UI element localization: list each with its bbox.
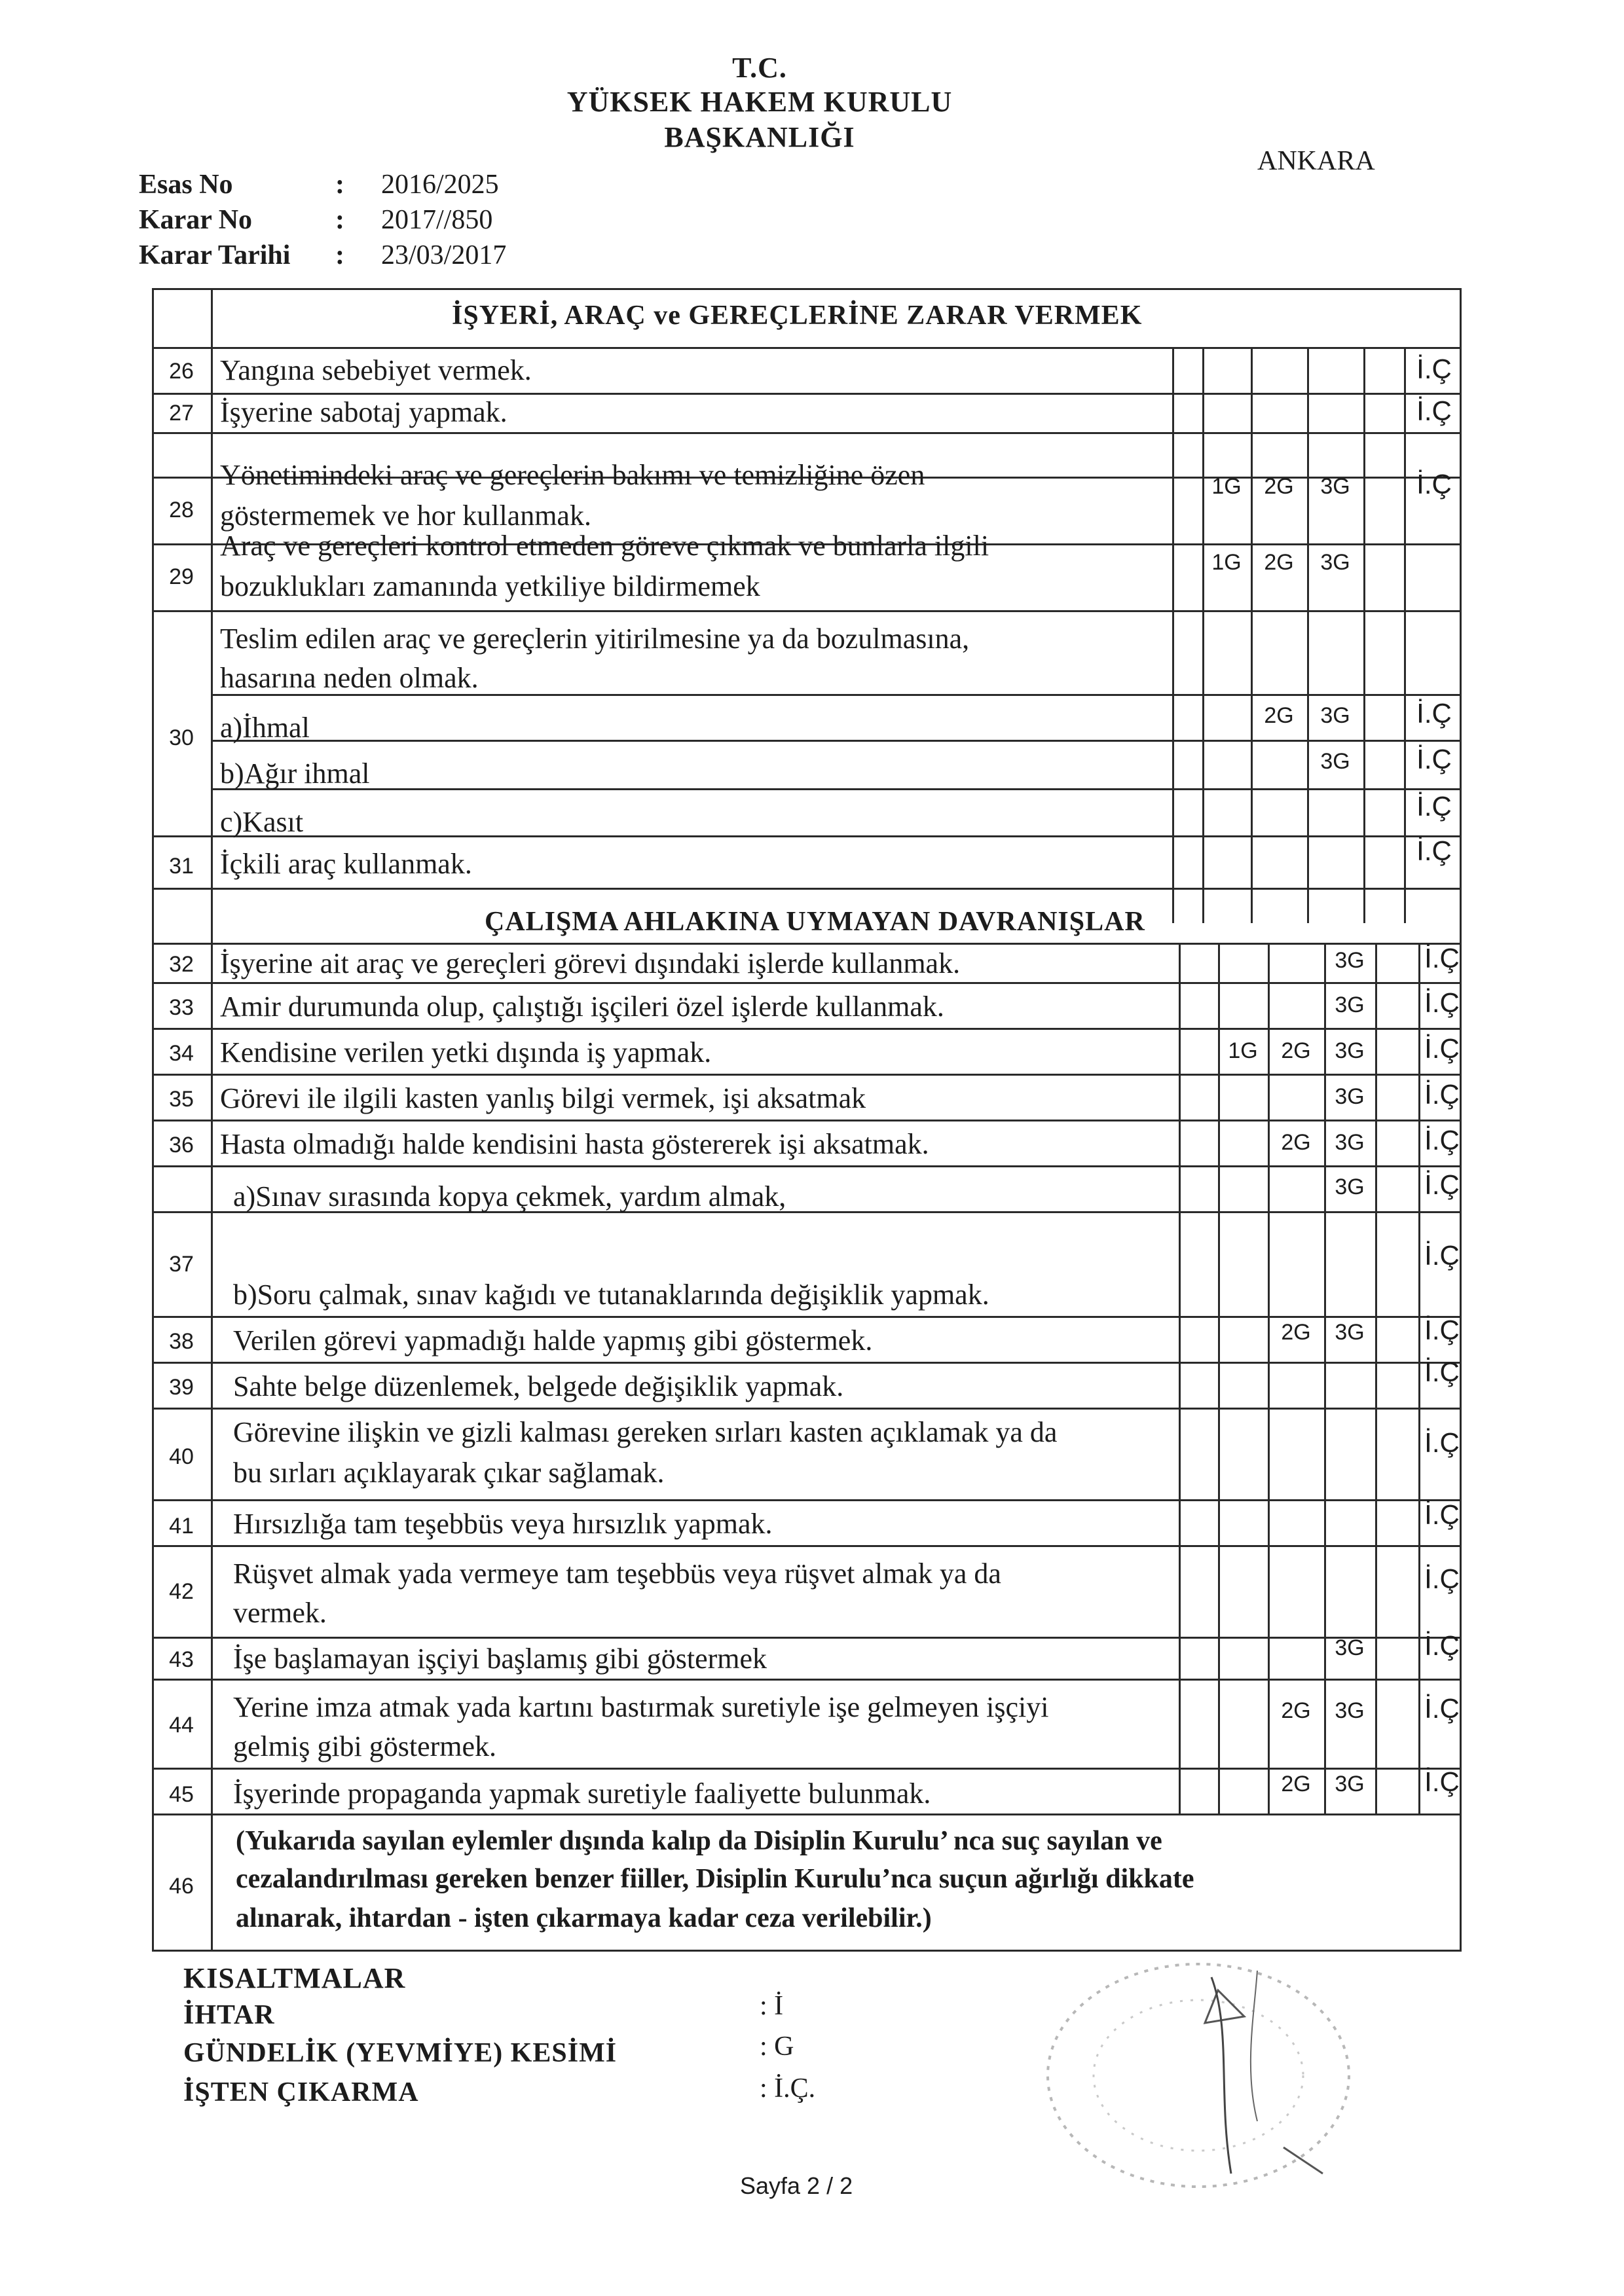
meta-value: 23/03/2017	[381, 240, 507, 270]
row-number: 28	[169, 498, 194, 522]
row-number: 42	[169, 1579, 194, 1604]
row-description: Yerine imza atmak yada kartını bastırmak suretiyle işe gelmeyen işçiyi	[233, 1691, 1049, 1723]
row-number: 29	[169, 564, 194, 589]
meta-value: 2016/2025	[381, 170, 499, 200]
row-description: İşyerine ait araç ve gereçleri görevi dışındaki işlerde kullanmak.	[220, 947, 961, 979]
row-description: Görevi ile ilgili kasten yanlış bilgi vermek, işi aksatmak	[220, 1082, 866, 1114]
row-description: İşyerine sabotaj yapmak.	[220, 396, 507, 428]
penalty-ic: İ.Ç	[1424, 1357, 1460, 1387]
row-description: İşyerinde propaganda yapmak suretiyle faaliyette bulunmak.	[233, 1777, 931, 1810]
penalty-ic: İ.Ç	[1424, 1125, 1460, 1156]
abbreviations-title: KISALTMALAR	[183, 1962, 406, 1994]
penalty-1g: 1G	[1228, 1038, 1258, 1063]
penalty-3g: 3G	[1335, 1635, 1365, 1660]
row-number: 37	[169, 1252, 194, 1277]
penalty-ic: İ.Ç	[1416, 354, 1452, 384]
penalty-3g: 3G	[1335, 1175, 1365, 1199]
row-number: 31	[169, 854, 194, 879]
penalty-3g: 3G	[1335, 1772, 1365, 1796]
row-number: 41	[169, 1514, 194, 1539]
row-number: 39	[169, 1375, 194, 1400]
meta-esas	[139, 169, 499, 200]
penalty-2g: 2G	[1281, 1130, 1311, 1155]
general-note-line: cezalandırılması gereken benzer fiiller, Disiplin Kurulu’nca suçun ağırlığı dikkate	[236, 1864, 1194, 1894]
abbreviation-label: GÜNDELİK (YEVMİYE) KESİMİ	[183, 2038, 618, 2068]
penalty-ic: İ.Ç	[1424, 1427, 1460, 1458]
header-department: BAŞKANLIĞI	[664, 121, 855, 153]
penalty-1g: 1G	[1211, 474, 1242, 499]
general-note-line: (Yukarıda sayılan eylemler dışında kalıp da Disiplin Kurulu’ nca suç sayılan ve	[236, 1826, 1162, 1856]
page-number: Sayfa 2 / 2	[740, 2172, 853, 2199]
penalty-2g: 2G	[1281, 1320, 1311, 1345]
row-description: Kendisine verilen yetki dışında iş yapmak.	[220, 1036, 712, 1068]
meta-label: Karar No	[139, 205, 253, 235]
row-description: Yönetimindeki araç ve gereçlerin bakımı ve temizliğine özen	[220, 459, 925, 491]
penalty-3g: 3G	[1320, 550, 1350, 575]
penalty-3g: 3G	[1335, 948, 1365, 973]
penalty-3g: 3G	[1335, 1698, 1365, 1723]
penalty-ic: İ.Ç	[1424, 1693, 1460, 1724]
row-description: Rüşvet almak yada vermeye tam teşebbüs veya rüşvet almak ya da	[233, 1558, 1001, 1590]
penalty-ic: İ.Ç	[1416, 791, 1452, 822]
penalty-ic: İ.Ç	[1424, 1315, 1460, 1345]
row-description: Verilen görevi yapmadığı halde yapmış gibi göstermek.	[233, 1324, 873, 1357]
row-description: gelmiş gibi göstermek.	[233, 1730, 497, 1762]
meta-colon: :	[335, 170, 344, 200]
header-city: ANKARA	[1257, 146, 1375, 176]
row-number: 35	[169, 1087, 194, 1112]
row-number: 46	[169, 1874, 194, 1899]
row-description: Teslim edilen araç ve gereçlerin yitirilmesine ya da bozulmasına,	[220, 623, 970, 655]
penalty-3g: 3G	[1320, 474, 1350, 499]
row-description: vermek.	[233, 1597, 327, 1629]
row-number: 44	[169, 1713, 194, 1738]
row-number: 38	[169, 1329, 194, 1354]
meta-colon: :	[335, 205, 344, 235]
row-number: 34	[169, 1041, 194, 1066]
penalty-2g: 2G	[1281, 1698, 1311, 1723]
row-number: 45	[169, 1782, 194, 1807]
penalty-2g: 2G	[1281, 1038, 1311, 1063]
row-number: 43	[169, 1647, 194, 1672]
penalty-3g: 3G	[1335, 993, 1365, 1017]
meta-colon: :	[335, 240, 344, 270]
row-subitem: c)Kasıt	[220, 806, 304, 838]
penalty-3g: 3G	[1320, 703, 1350, 728]
abbreviation-value: : İ.Ç.	[760, 2073, 816, 2104]
penalty-ic: İ.Ç	[1424, 1630, 1460, 1661]
penalty-ic: İ.Ç	[1424, 1169, 1460, 1200]
row-number: 33	[169, 995, 194, 1020]
meta-label: Karar Tarihi	[139, 240, 291, 270]
row-number: 26	[169, 359, 194, 384]
meta-tarih	[139, 240, 506, 271]
penalty-ic: İ.Ç	[1416, 469, 1452, 500]
penalty-ic: İ.Ç	[1424, 1079, 1460, 1110]
penalty-ic: İ.Ç	[1424, 1240, 1460, 1271]
header-tc: T.C.	[732, 52, 787, 84]
row-description: göstermemek ve hor kullanmak.	[220, 500, 591, 532]
meta-karar	[139, 204, 492, 236]
row-description: Hırsızlığa tam teşebbüs veya hırsızlık yapmak.	[233, 1508, 773, 1540]
penalty-2g: 2G	[1264, 703, 1294, 728]
row-description: Amir durumunda olup, çalıştığı işçileri özel işlerde kullanmak.	[220, 991, 944, 1023]
penalty-3g: 3G	[1320, 749, 1350, 774]
penalty-3g: 3G	[1335, 1320, 1365, 1345]
section-title-damage: İŞYERİ, ARAÇ ve GEREÇLERİNE ZARAR VERMEK	[452, 301, 1143, 331]
abbreviation-label: İHTAR	[183, 2000, 275, 2030]
row-number: 32	[169, 952, 194, 977]
row-description: Sahte belge düzenlemek, belgede değişiklik yapmak.	[233, 1370, 844, 1402]
penalty-ic: İ.Ç	[1424, 943, 1460, 974]
row-subitem: a)Sınav sırasında kopya çekmek, yardım almak,	[233, 1180, 786, 1212]
row-description: Araç ve gereçleri kontrol etmeden göreve çıkmak ve bunlarla ilgili	[220, 530, 989, 562]
row-number: 27	[169, 401, 194, 426]
penalty-ic: İ.Ç	[1424, 1499, 1460, 1530]
penalty-ic: İ.Ç	[1416, 395, 1452, 426]
penalty-ic: İ.Ç	[1424, 1033, 1460, 1064]
penalty-ic: İ.Ç	[1424, 1563, 1460, 1594]
penalty-ic: İ.Ç	[1416, 698, 1452, 729]
penalty-3g: 3G	[1335, 1084, 1365, 1109]
penalty-3g: 3G	[1335, 1130, 1365, 1155]
penalty-ic: İ.Ç	[1416, 835, 1452, 866]
meta-value: 2017//850	[381, 205, 493, 235]
penalty-1g: 1G	[1211, 550, 1242, 575]
header-institution: YÜKSEK HAKEM KURULU	[566, 86, 953, 118]
row-description: Görevine ilişkin ve gizli kalması gereken sırları kasten açıklamak ya da	[233, 1416, 1058, 1448]
row-subitem: a)İhmal	[220, 712, 310, 744]
row-description: İşe başlamayan işçiyi başlamış gibi göstermek	[233, 1643, 767, 1675]
general-note-line: alınarak, ihtardan - işten çıkarmaya kadar ceza verilebilir.)	[236, 1903, 932, 1933]
penalty-ic: İ.Ç	[1424, 987, 1460, 1018]
row-subitem: b)Soru çalmak, sınav kağıdı ve tutanaklarında değişiklik yapmak.	[233, 1279, 989, 1311]
row-description: hasarına neden olmak.	[220, 662, 479, 694]
meta-label: Esas No	[139, 170, 233, 200]
row-description: bu sırları açıklayarak çıkar sağlamak.	[233, 1457, 665, 1489]
row-description: İçkili araç kullanmak.	[220, 848, 472, 880]
row-description: Hasta olmadığı halde kendisini hasta göstererek işi aksatmak.	[220, 1128, 929, 1160]
section-title-work-ethics: ÇALIŞMA AHLAKINA UYMAYAN DAVRANIŞLAR	[485, 907, 1145, 937]
penalty-ic: İ.Ç	[1416, 744, 1452, 774]
abbreviation-label: İŞTEN ÇIKARMA	[183, 2077, 419, 2107]
penalty-ic: İ.Ç	[1424, 1766, 1460, 1797]
row-number: 36	[169, 1133, 194, 1157]
penalty-2g: 2G	[1281, 1772, 1311, 1796]
row-subitem: b)Ağır ihmal	[220, 757, 370, 790]
abbreviation-value: : G	[760, 2032, 794, 2062]
official-seal-stamp	[1022, 1951, 1388, 2226]
penalty-2g: 2G	[1264, 474, 1294, 499]
penalty-3g: 3G	[1335, 1038, 1365, 1063]
row-description: Yangına sebebiyet vermek.	[220, 354, 532, 386]
abbreviation-value: : İ	[760, 1991, 784, 2021]
row-number: 30	[169, 725, 194, 750]
penalty-2g: 2G	[1264, 550, 1294, 575]
row-description: bozuklukları zamanında yetkiliye bildirmemek	[220, 570, 760, 602]
row-number: 40	[169, 1444, 194, 1469]
